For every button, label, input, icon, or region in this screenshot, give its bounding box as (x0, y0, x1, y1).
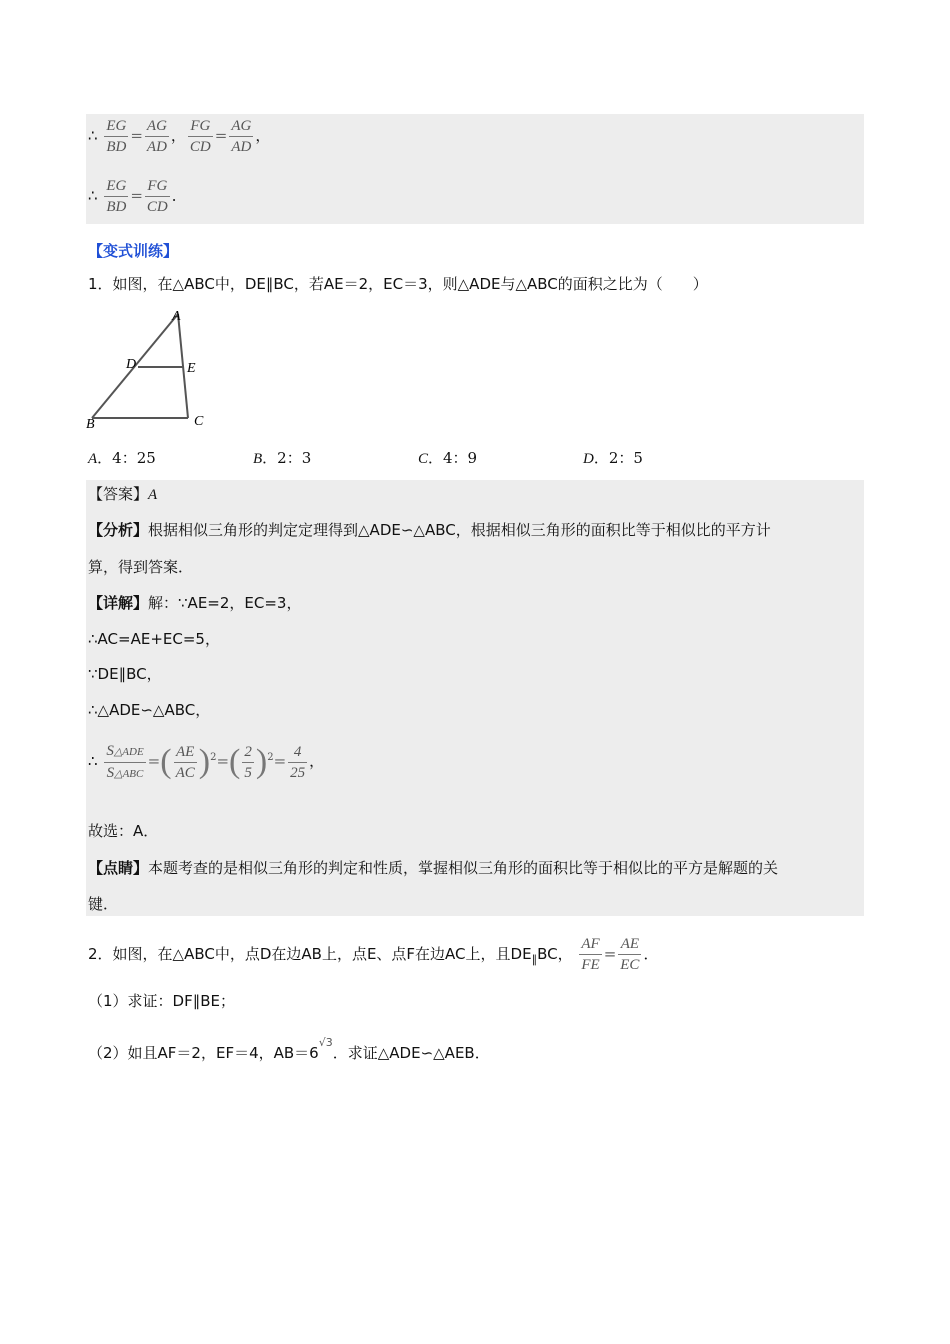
option-b[interactable]: B．2：3 (253, 449, 312, 467)
comment-line-1: 【点睛】本题考查的是相似三角形的判定和性质，掌握相似三角形的面积比等于相似比的平方是解题的关 (88, 859, 779, 877)
detail-label: 【详解】 (88, 594, 149, 612)
question-1-text: 1．如图，在△ABC中，DE∥BC，若AE＝2，EC＝3，则△ADE与△ABC的面积之比为（ ） (88, 275, 708, 293)
section-title: 【变式训练】 (88, 242, 179, 260)
label-c: C (194, 414, 204, 429)
detail-line-4: ∴△ADE∽△ABC， (88, 701, 211, 719)
answer-line (88, 483, 157, 506)
label-e: E (187, 361, 196, 376)
option-d[interactable]: D．2：5 (583, 449, 643, 467)
answer-block (86, 480, 864, 916)
fraction-ag-ad-2: $\frac{AG}{AD}$ (231, 118, 252, 155)
option-c[interactable]: C．4：9 (418, 449, 478, 467)
fraction-2-5: $\frac{2}{5}$ (244, 743, 252, 781)
proof-line-2: ∴ $\frac{EG}{BD}$ = $\frac{FG}{CD}$ ． (88, 178, 187, 215)
label-b: B (86, 417, 95, 432)
question-2-part-1: （1）求证：DF∥BE； (88, 992, 235, 1010)
fraction-area-ratio: $\frac{\text{S△ADE}}{\text{S△ABC}}$ (106, 742, 144, 781)
analysis-label: 【分析】 (88, 521, 149, 539)
detail-line-1: 【详解】解：∵AE=2，EC=3， (88, 594, 302, 612)
answer-label: 【答案】 (88, 485, 149, 503)
fraction-4-25: $\frac{4}{25}$ (290, 743, 306, 781)
fraction-ae-ec: $\frac{AE}{EC}$ (620, 936, 640, 973)
fraction-ag-ad: $\frac{AG}{AD}$ (146, 118, 167, 155)
detail-line-3: ∵DE∥BC， (88, 665, 162, 683)
options-row (88, 447, 788, 469)
option-a[interactable]: A．4：25 (88, 449, 156, 467)
comment-line-2: 键． (88, 895, 119, 913)
sqrt-3: √3 (318, 1036, 333, 1049)
answer-value: A (148, 487, 158, 503)
fraction-eg-bd: $\frac{EG}{BD}$ (106, 118, 127, 155)
therefore-symbol: ∴ (88, 186, 98, 205)
fraction-af-fe: $\frac{AF}{FE}$ (581, 936, 600, 973)
question-2-part-2: （2）如且AF＝2，EF＝4，$AB=6^{√3}$．求证△ADE∽△AEB． (88, 1036, 490, 1062)
analysis-line-1: 【分析】根据相似三角形的判定定理得到△ADE∽△ABC，根据相似三角形的面积比等于相似比的平方计 (88, 521, 771, 539)
detail-line-2: ∴AC=AE+EC=5， (88, 630, 220, 648)
fraction-eg-bd: $\frac{EG}{BD}$ (106, 178, 127, 215)
triangle-figure (84, 304, 214, 434)
label-a: A (172, 309, 181, 324)
therefore-symbol: ∴ (88, 126, 98, 145)
comment-label: 【点睛】 (88, 859, 149, 877)
label-d: D (126, 357, 137, 372)
area-ratio-formula: ∴ $\frac{\text{S△ADE}}{\text{S△ABC}}$ =( $\frac{AE}{AC}$ )$^2$=( $\frac{2}{5}$ )$^2$= $\frac{4}{25}$ ， (88, 736, 324, 784)
fraction-ae-ac: $\frac{AE}{AC}$ (175, 743, 195, 781)
proof-line-1: ∴ $\frac{EG}{BD}$ = $\frac{AG}{AD}$ ， $\frac{FG}{CD}$ = $\frac{AG}{AD}$ ， (88, 118, 271, 155)
choice-line: 故选：A． (88, 822, 159, 840)
fraction-fg-cd: $\frac{FG}{CD}$ (189, 118, 211, 155)
analysis-line-2: 算，得到答案． (88, 558, 194, 576)
question-2-text: 2．如图，在△ABC中，点D在边AB上，点E、点F在边AC上，且$DE_\parallel BC$， $\frac{AF}{FE}$ = $\frac{AE}{EC}$ ． (88, 936, 659, 973)
fraction-fg-cd: $\frac{FG}{CD}$ (146, 178, 168, 215)
